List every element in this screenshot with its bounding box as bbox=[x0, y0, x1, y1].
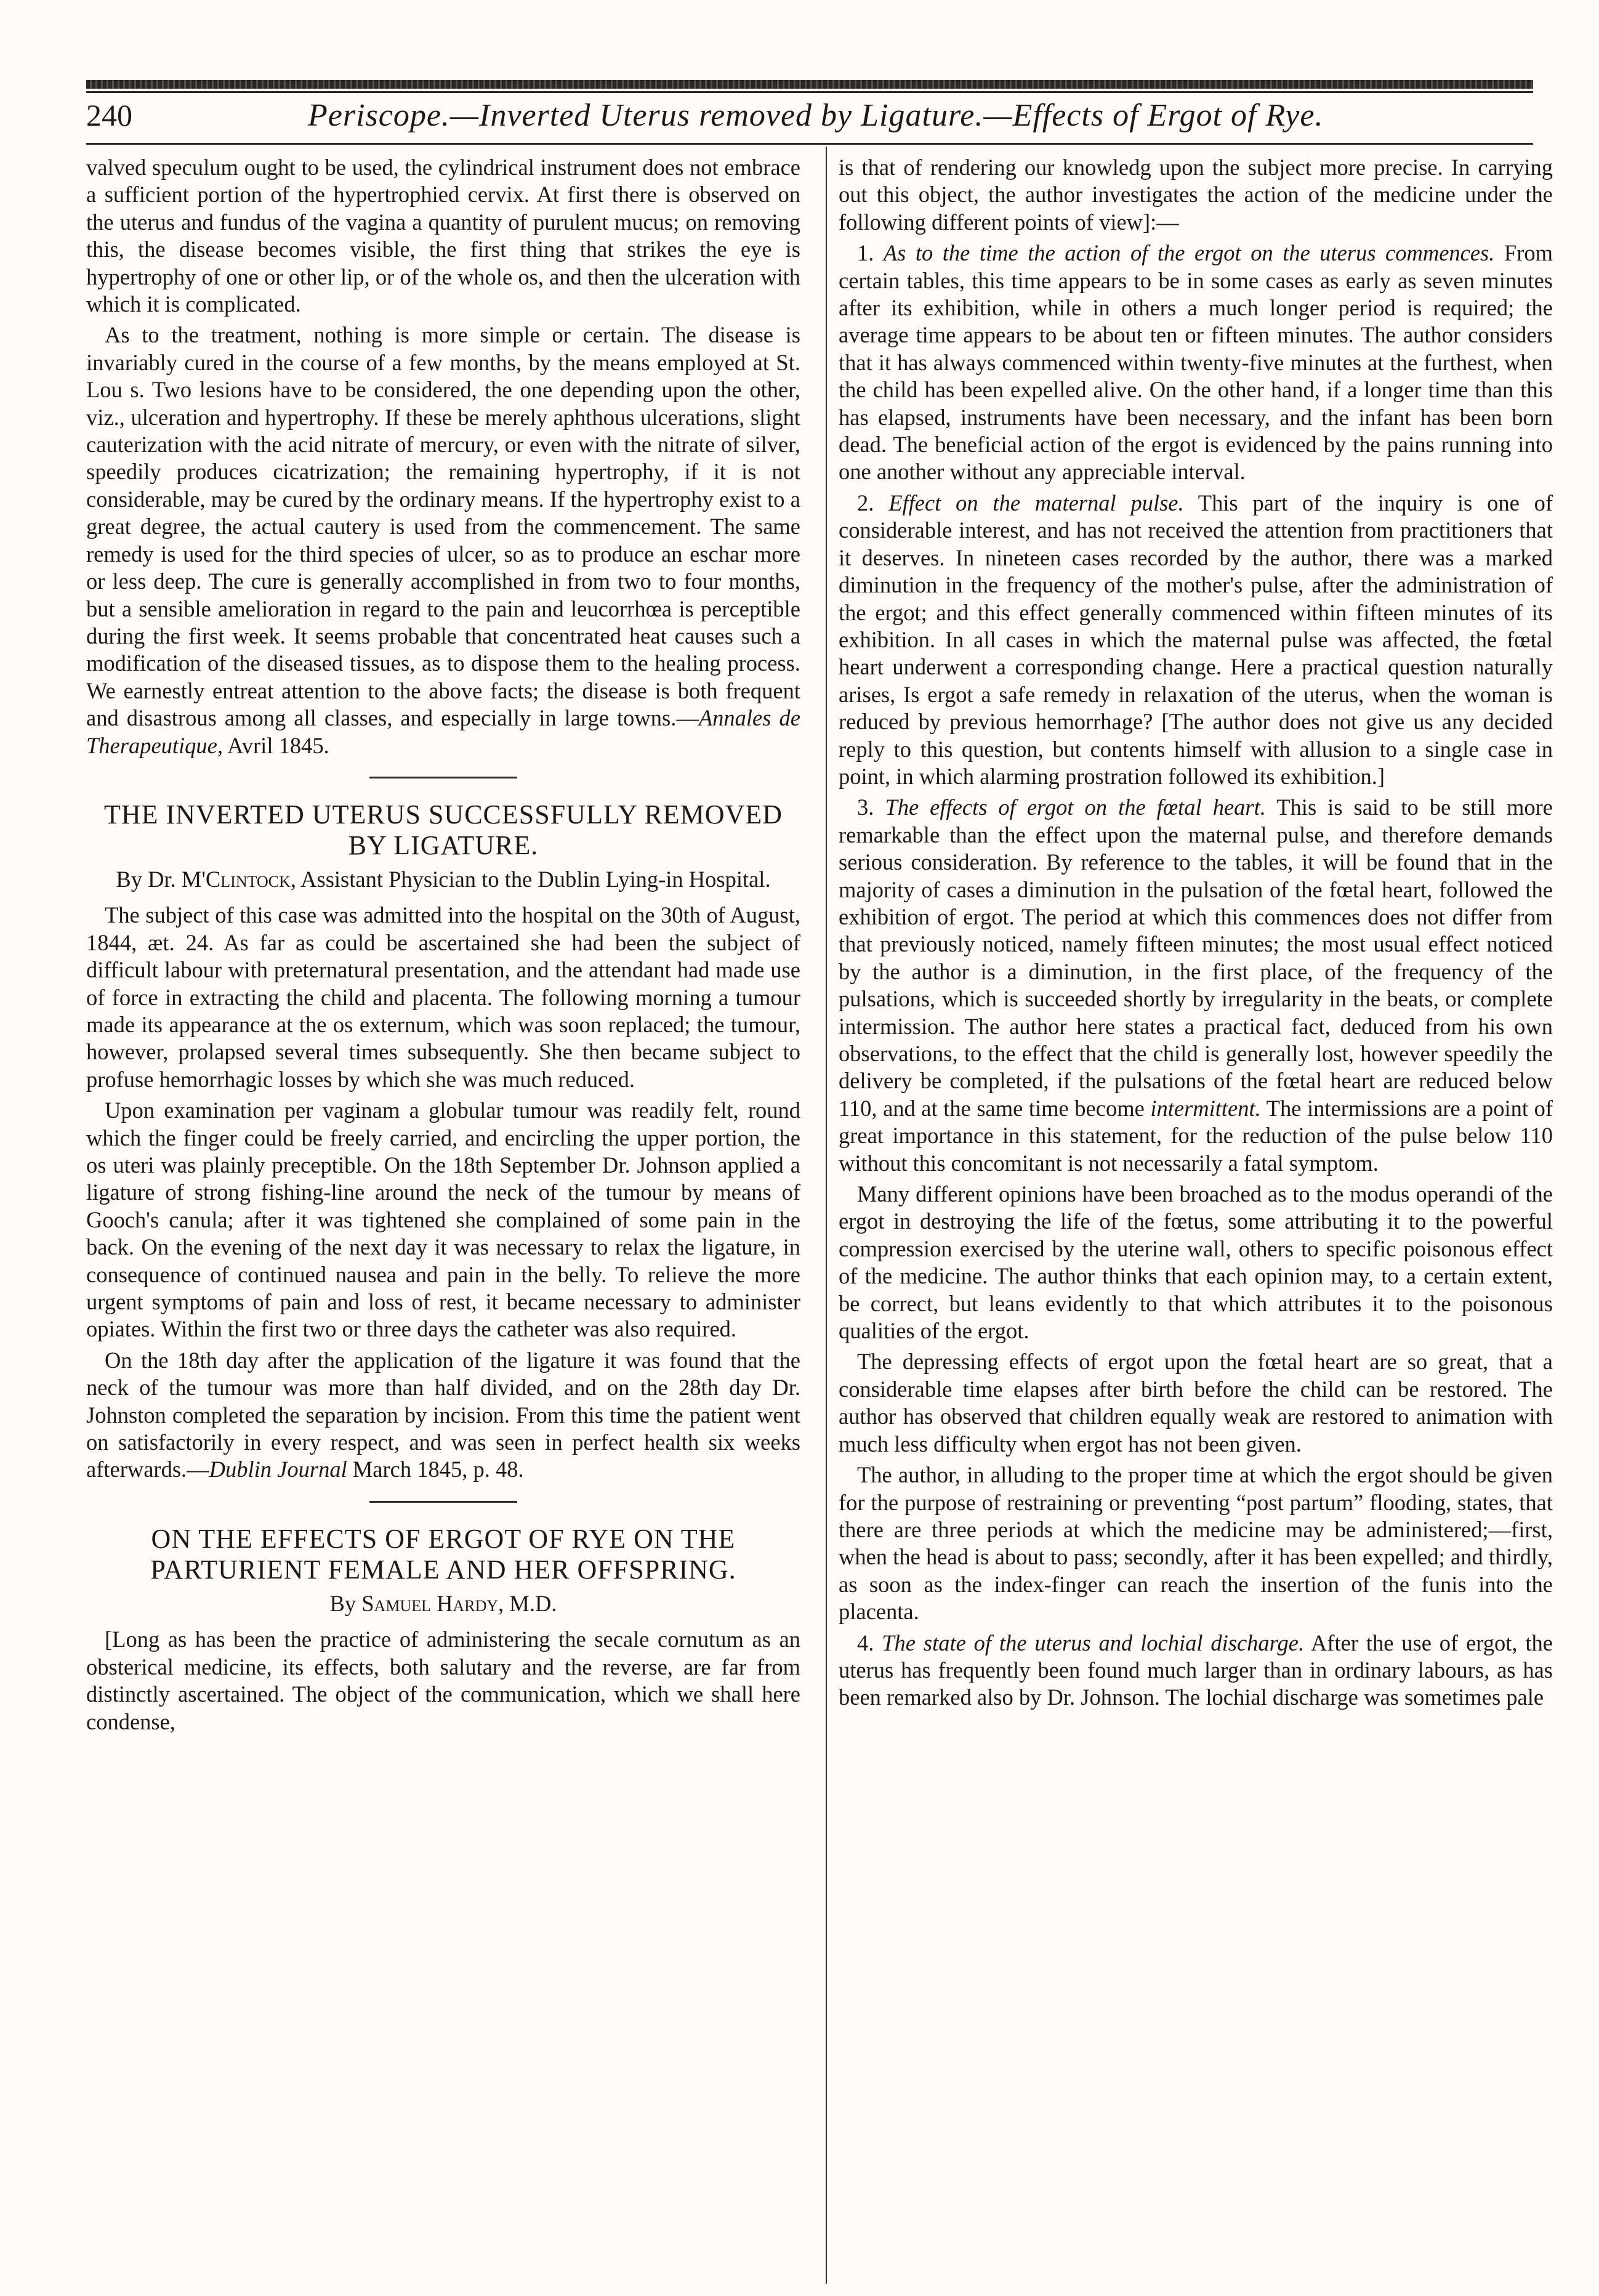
paragraph: Upon examination per vaginam a globular tumour was readily felt, round which the finger could be freely carried, and encircling the upper portion, the os uteri was plainly preceptible. On the 18th September Dr. Johnson applied a ligature of strong fishing-line around the neck of the tumour by means of Gooch's canula; after it was tightened she complained of some pain in the back. On the evening of the next day it was necessary to relax the ligature, in consequence of continued nausea and pain in the belly. To relieve the more urgent symptoms of pain and loss of rest, it became necessary to administer opiates. Within the first two or three days the catheter was also required. bbox=[86, 1097, 800, 1342]
column-divider bbox=[826, 147, 827, 2284]
top-border-rule-thin bbox=[86, 91, 1533, 93]
source-citation: Annales de Therapeutique, bbox=[86, 705, 800, 758]
paragraph: [Long as has been the practice of administering the secale cornutum as an obsterical medicine, its effects, both salutary and the reverse, are far from distinctly ascertained. The object of the communication, which we shall here condense, bbox=[86, 1627, 800, 1734]
article-byline: By Dr. M'Clintock, Assistant Physician to the Dublin Lying-in Hospital. bbox=[116, 866, 771, 892]
author-name: Samuel Hardy bbox=[361, 1590, 499, 1616]
paragraph: The depressing effects of ergot upon the fœtal heart are so great, that a considerable time elapses after birth before the child can be restored. The author has observed that children equally weak are restored to animation with much less difficulty when ergot has not been given. bbox=[839, 1349, 1553, 1457]
paragraph: Many different opinions have been broached as to the modus operandi of the ergot in destroying the life of the fœtus, some attributing it to the powerful compression exercised by the uterine wall, others to specific poisonous effect of the medicine. The author thinks that each opinion may, to a certain extent, be correct, but leans evidently to that which attributes it to the poisonous qualities of the ergot. bbox=[839, 1181, 1553, 1344]
paragraph: 1. As to the time the action of the ergot on the uterus commences. From certain tables, this time appears to be in some cases as early as seven minutes after its exhibition, while in others a much longer period is required; the average time appears to be about ten or fifteen minutes. The author considers that it has always commenced within twenty-five minutes at the furthest, when the child has been expelled alive. On the other hand, if a longer time than this has elapsed, instruments have been necessary, and the infant has been born dead. The beneficial action of the ergot is evidenced by the pains running into one another without any appreciable interval. bbox=[839, 240, 1553, 485]
left-column bbox=[86, 154, 800, 1736]
section-heading: Effect on the maternal pulse. bbox=[888, 490, 1184, 515]
author-name: M'Clintock bbox=[181, 866, 291, 892]
section-separator bbox=[369, 1501, 517, 1503]
section-heading: The state of the uterus and lochial discharge. bbox=[882, 1630, 1305, 1655]
top-border-rule bbox=[86, 80, 1533, 89]
section-heading: The effects of ergot on the fœtal heart. bbox=[885, 794, 1266, 820]
paragraph: As to the treatment, nothing is more simple or certain. The disease is invariably cured in the course of a few months, by the means employed at St. Lou s. Two lesions have to be considered, the one depending upon the other, viz., ulceration and hypertrophy. If these be merely aphthous ulcerations, slight cauterization with the acid nitrate of mercury, or even with the nitrate of silver, speedily produces cicatrization; the remaining hypertrophy, if it is not considerable, may be cured by the ordinary means. If the hypertrophy exist to a great degree, the actual cautery is used from the commencement. The same remedy is used for the third species of ulcer, so as to produce an eschar more or less deep. The cure is generally accomplished in from two to four months, but a sensible amelioration in regard to the pain and leucorrhœa is perceptible during the first week. It seems probable that concentrated heat causes such a modification of the diseased tissues, as to dispose them to the healing process. We earnestly entreat attention to the above facts; the disease is both frequent and disastrous among all classes, and especially in large towns.—Annales de Therapeutique, Avril 1845. bbox=[86, 322, 800, 758]
paragraph: The subject of this case was admitted into the hospital on the 30th of August, 1844, æt. 24. As far as could be ascertained she had been the subject of difficult labour with preternatural presentation, and the attendant had made use of force in extracting the child and placenta. The following morning a tumour made its appearance at the os externum, which was soon replaced; the tumour, however, prolapsed several times subsequently. She then became subject to profuse hemorrhagic losses by which she was much reduced. bbox=[86, 902, 800, 1092]
article-byline: By Samuel Hardy, M.D. bbox=[329, 1590, 557, 1616]
article-title: THE INVERTED UTERUS SUCCESSFULLY REMOVED BY LIGATURE. bbox=[103, 799, 783, 860]
paragraph: The author, in alluding to the proper time at which the ergot should be given for the purpose of restraining or preventing “post partum” flooding, states, that there are three periods at which the medicine may be administered;—first, when the head is about to pass; secondly, after it has been expelled; and thirdly, as soon as the index-finger can reach the insertion of the funis into the placenta. bbox=[839, 1462, 1553, 1625]
paragraph: is that of rendering our knowledg upon the subject more precise. In carrying out this object, the author investigates the action of the medicine under the following different points of view]:— bbox=[839, 155, 1553, 235]
article-title: ON THE EFFECTS OF ERGOT OF RYE ON THE PARTURIENT FEMALE AND HER OFFSPRING. bbox=[150, 1523, 736, 1585]
running-title: Periscope.—Inverted Uterus removed by Ligature.—Effects of Ergot of Rye. bbox=[308, 98, 1324, 133]
paragraph: 3. The effects of ergot on the fœtal heart. This is said to be still more remarkable than the effect upon the maternal pulse, and therefore demands serious consideration. By reference to the tables, it will be found that in the majority of cases a diminution in the pulsation of the fœtal heart, followed the exhibition of ergot. The period at which this commences does not differ from that previously noticed, namely fifteen minutes; the most usual effect noticed by the author is a diminution, in the first place, of the frequency of the pulsations, which is succeeded shortly by irregularity in the beats, or complete intermission. The author here states a practical fact, deduced from his own observations, to the effect that the child is generally lost, however speedily the delivery be completed, if the pulsations of the fœtal heart are reduced below 110, and at the same time become intermittent. The intermissions are a point of great importance in this statement, for the reduction of the pulse below 110 without this concomitant is not necessarily a fatal symptom. bbox=[839, 794, 1553, 1176]
paragraph: 2. Effect on the maternal pulse. This part of the inquiry is one of considerable interest, and has not received the attention from practitioners that it deserves. In nineteen cases recorded by the author, there was a marked diminution in the frequency of the mother's pulse, after the administration of the ergot; and this effect generally commenced within fifteen minutes of its exhibition. In all cases in which the maternal pulse was affected, the fœtal heart underwent a corresponding change. Here a practical question naturally arises, Is ergot a safe remedy in relaxation of the uterus, when the woman is reduced by previous hemorrhage? [The author does not give us any decided reply to this question, but contents himself with allusion to a single case in point, in which alarming prostration followed its exhibition.] bbox=[839, 490, 1553, 789]
paragraph: On the 18th day after the application of the ligature it was found that the neck of the tumour was more than half divided, and on the 28th day Dr. Johnston completed the separation by incision. From this time the patient went on satisfactorily in every respect, and was seen in perfect health six weeks afterwards.—Dublin Journal March 1845, p. 48. bbox=[86, 1347, 800, 1482]
right-column bbox=[839, 154, 1553, 1712]
header-rule bbox=[86, 143, 1533, 145]
running-header bbox=[86, 97, 1533, 140]
paragraph: valved speculum ought to be used, the cylindrical instrument does not embrace a sufficient portion of the hypertrophied cervix. At first there is observed on the uterus and fundus of the vagina a quantity of purulent mucus; on removing this, the disease becomes visible, the first thing that strikes the eye is hypertrophy of one or other lip, or of the whole os, and then the ulceration with which it is complicated. bbox=[86, 155, 800, 317]
section-separator bbox=[369, 777, 517, 778]
paragraph: 4. The state of the uterus and lochial discharge. After the use of ergot, the uterus has frequently been found much larger than in ordinary labours, as has been remarked also by Dr. Johnson. The lochial discharge was sometimes pale bbox=[839, 1630, 1553, 1710]
page-number: 240 bbox=[86, 98, 132, 132]
source-citation: Dublin Journal bbox=[209, 1457, 347, 1482]
section-heading: As to the time the action of the ergot on the uterus commences. bbox=[883, 240, 1495, 266]
